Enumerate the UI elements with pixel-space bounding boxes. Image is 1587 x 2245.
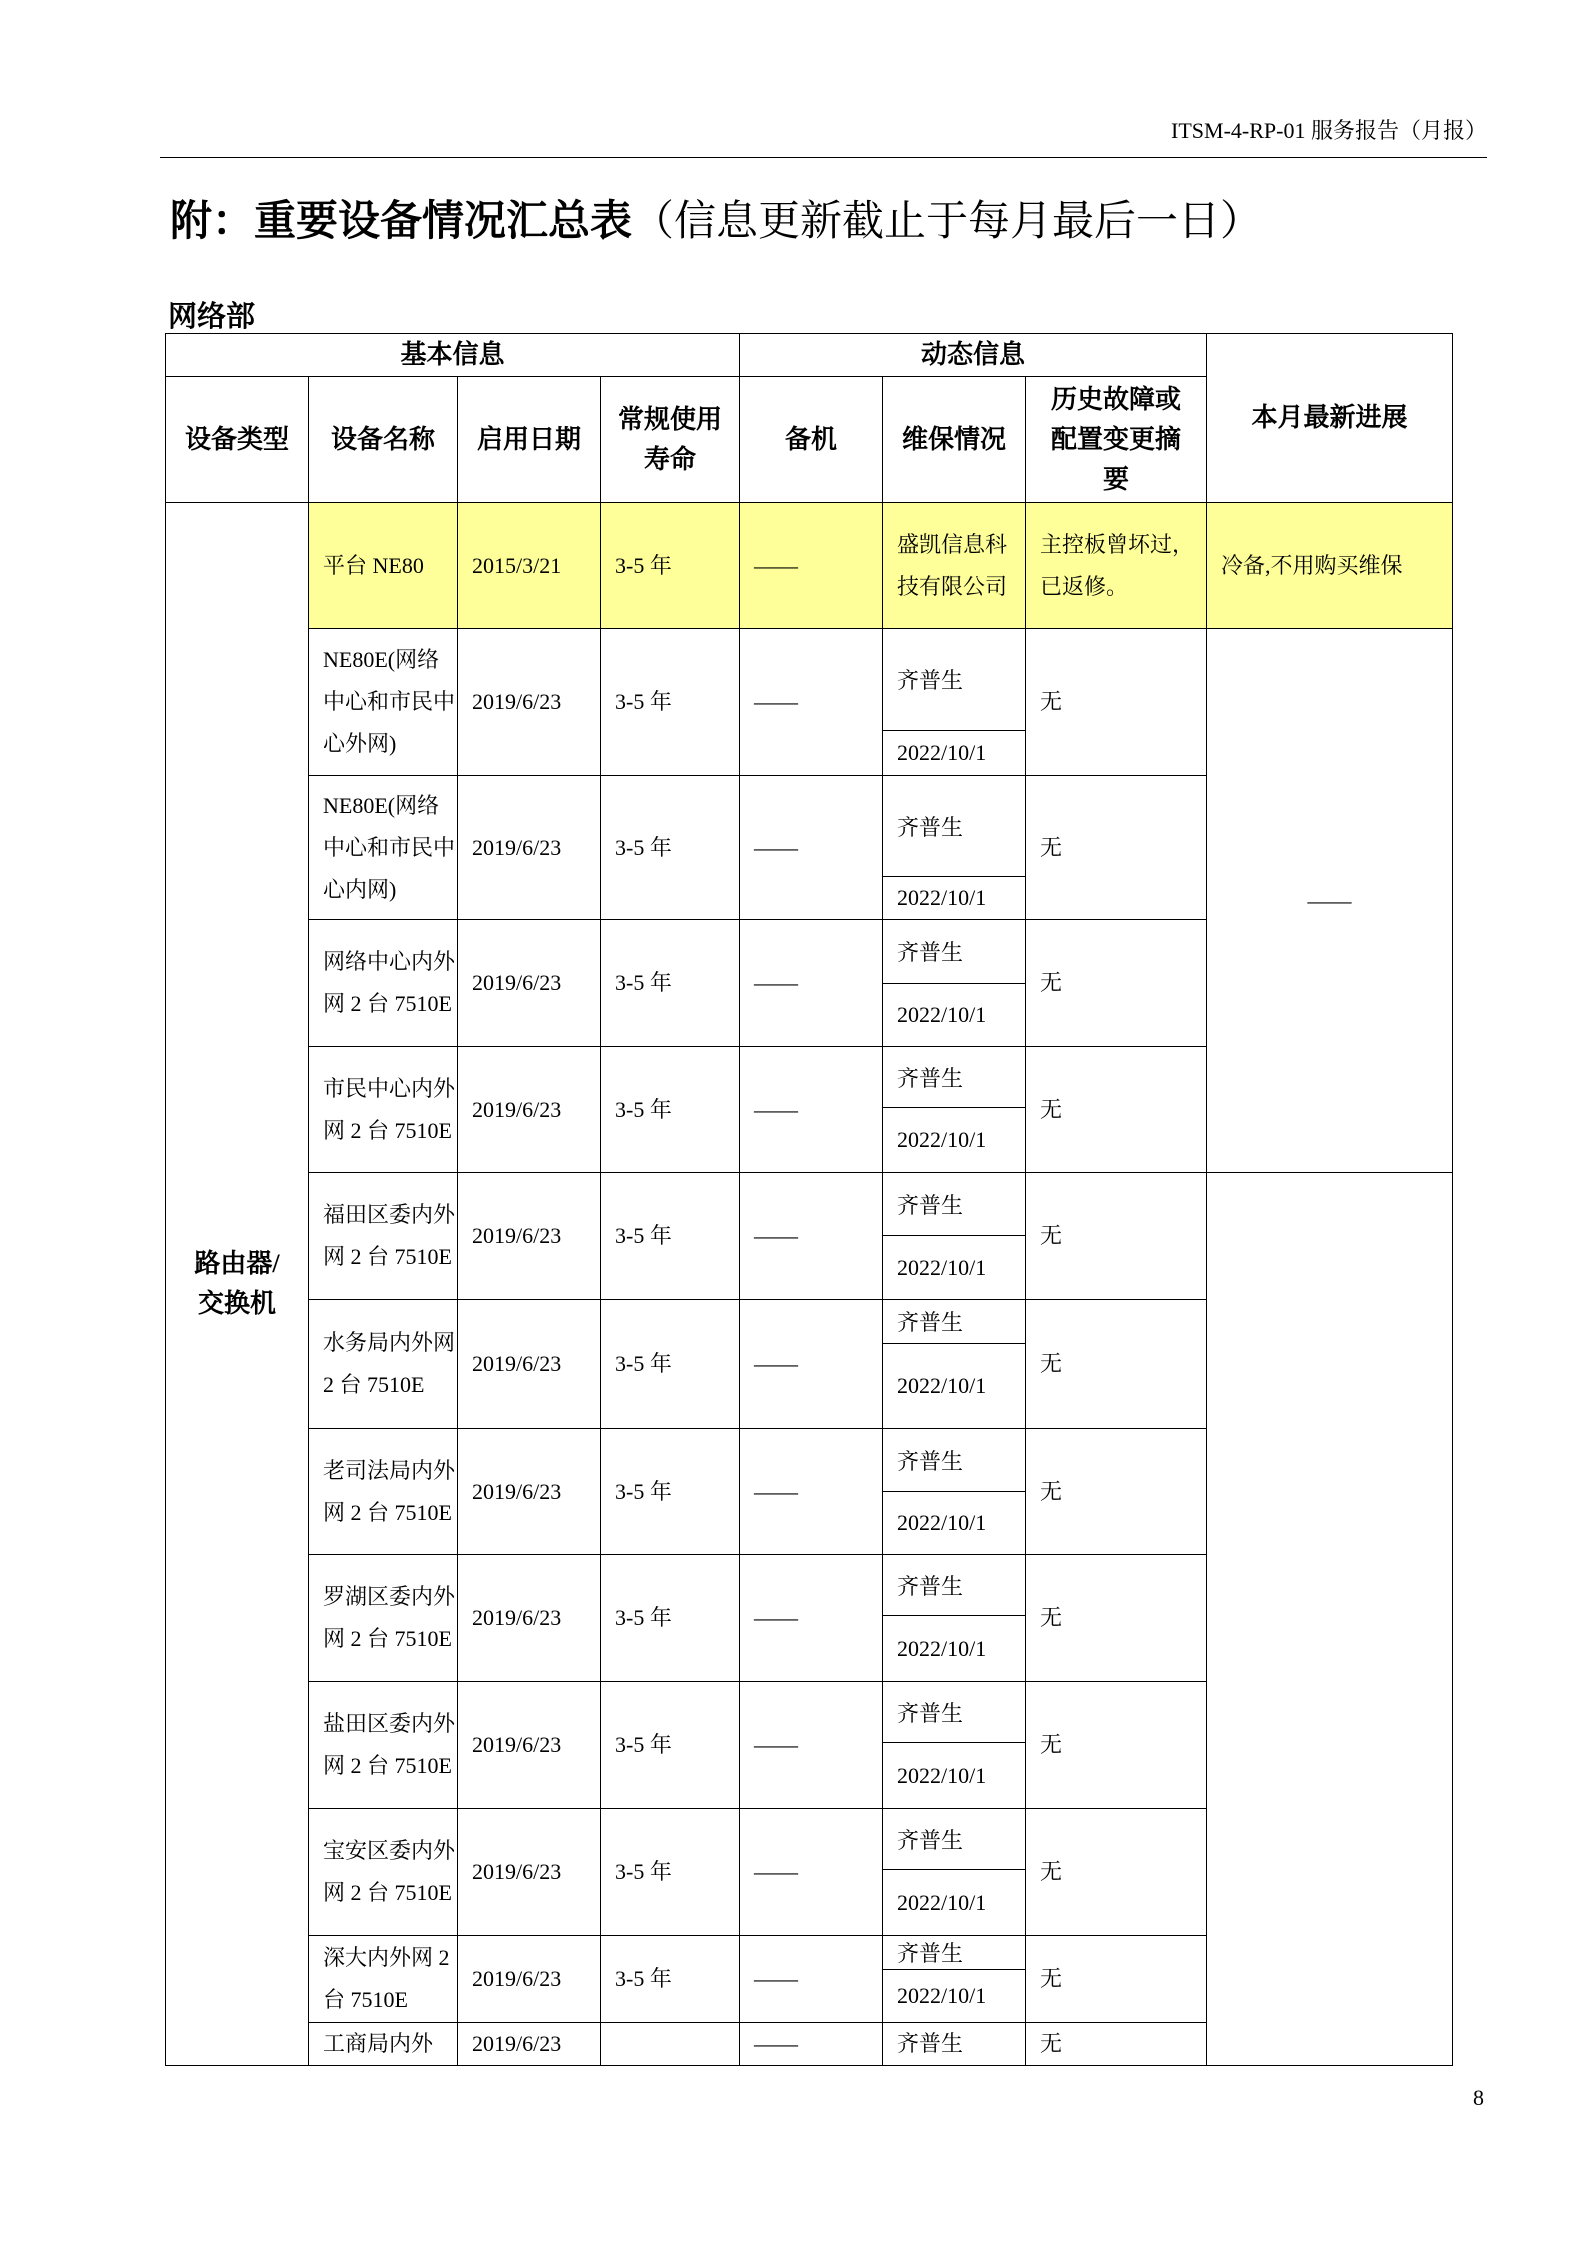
device-name-cell: 宝安区委内外网 2 台 7510E [309, 1809, 458, 1936]
lifespan-cell [601, 2023, 740, 2066]
lifespan-cell: 3-5 年 [601, 1300, 740, 1429]
table-row [166, 1173, 1453, 1300]
start-date-cell: 2019/6/23 [458, 1047, 601, 1173]
history-cell: 无 [1026, 1682, 1207, 1809]
maintenance-vendor: 齐普生 [897, 668, 964, 693]
spare-cell: —— [740, 1047, 883, 1173]
history-cell: 无 [1026, 1555, 1207, 1682]
lifespan-cell: 3-5 年 [601, 629, 740, 776]
start-date-cell: 2019/6/23 [458, 629, 601, 776]
progress-cell: 冷备,不用购买维保 [1207, 503, 1453, 629]
spare-cell: —— [740, 1936, 883, 2023]
device-name-cell: 罗湖区委内外网 2 台 7510E [309, 1555, 458, 1682]
maintenance-expiry: 2022/10/1 [883, 1343, 1025, 1428]
start-date-cell: 2019/6/23 [458, 776, 601, 920]
maintenance-expiry: 2022/10/1 [883, 1235, 1025, 1299]
device-name-cell: 市民中心内外网 2 台 7510E [309, 1047, 458, 1173]
history-cell: 无 [1026, 920, 1207, 1047]
group-basic-header: 基本信息 [166, 334, 740, 377]
start-date-cell: 2019/6/23 [458, 920, 601, 1047]
spare-cell: —— [740, 1555, 883, 1682]
maintenance-cell [883, 1429, 1026, 1555]
title-sub: （信息更新截止于每月最后一日） [632, 199, 1263, 245]
maintenance-vendor: 齐普生 [897, 1941, 964, 1966]
group-dynamic-header: 动态信息 [740, 334, 1207, 377]
table-row [166, 503, 1453, 629]
header-divider [160, 157, 1487, 158]
start-date-cell: 2019/6/23 [458, 1429, 601, 1555]
col-header-type: 设备类型 [166, 377, 309, 503]
maintenance-cell: 齐普生 [883, 2023, 1026, 2066]
start-date-cell: 2019/6/23 [458, 1173, 601, 1300]
spare-cell: —— [740, 1682, 883, 1809]
history-cell: 无 [1026, 1047, 1207, 1173]
table-row [166, 629, 1453, 776]
lifespan-cell: 3-5 年 [601, 503, 740, 629]
history-cell: 无 [1026, 629, 1207, 776]
spare-cell: —— [740, 1173, 883, 1300]
col-header-progress: 本月最新进展 [1207, 334, 1453, 503]
maintenance-cell [883, 1809, 1026, 1936]
maintenance-expiry: 2022/10/1 [883, 1107, 1025, 1172]
spare-cell: —— [740, 1300, 883, 1429]
spare-cell: —— [740, 776, 883, 920]
history-cell: 无 [1026, 1300, 1207, 1429]
lifespan-cell: 3-5 年 [601, 1047, 740, 1173]
start-date-cell: 2019/6/23 [458, 1809, 601, 1936]
device-name-cell: 福田区委内外网 2 台 7510E [309, 1173, 458, 1300]
maintenance-expiry: 2022/10/1 [883, 1969, 1025, 2022]
maintenance-vendor: 齐普生 [897, 940, 964, 965]
col-header-maintenance: 维保情况 [883, 377, 1026, 503]
start-date-cell: 2019/6/23 [458, 2023, 601, 2066]
start-date-cell: 2019/6/23 [458, 1300, 601, 1429]
maintenance-vendor: 齐普生 [897, 1573, 964, 1599]
maintenance-expiry: 2022/10/1 [883, 1742, 1025, 1808]
maintenance-cell [883, 1300, 1026, 1429]
history-cell: 无 [1026, 1429, 1207, 1555]
lifespan-cell: 3-5 年 [601, 1682, 740, 1809]
title-main: 附：重要设备情况汇总表 [170, 199, 633, 245]
col-header-history: 历史故障或配置变更摘要 [1026, 377, 1207, 503]
page-number: 8 [1473, 2085, 1484, 2110]
maintenance-cell: 盛凯信息科技有限公司 [883, 503, 1026, 629]
maintenance-cell [883, 1682, 1026, 1809]
lifespan-cell: 3-5 年 [601, 920, 740, 1047]
history-cell: 无 [1026, 776, 1207, 920]
device-name-cell: 深大内外网 2 台 7510E [309, 1936, 458, 2023]
maintenance-vendor: 齐普生 [897, 1827, 964, 1853]
lifespan-cell: 3-5 年 [601, 1809, 740, 1936]
equipment-table [165, 333, 1453, 2066]
maintenance-vendor: 齐普生 [897, 1192, 964, 1218]
lifespan-cell: 3-5 年 [601, 776, 740, 920]
device-name-cell: 盐田区委内外网 2 台 7510E [309, 1682, 458, 1809]
device-name-cell: 网络中心内外网 2 台 7510E [309, 920, 458, 1047]
history-cell: 无 [1026, 1173, 1207, 1300]
history-cell: 无 [1026, 2023, 1207, 2066]
maintenance-cell [883, 1555, 1026, 1682]
maintenance-vendor: 齐普生 [897, 814, 964, 840]
maintenance-cell [883, 776, 1026, 920]
col-header-date: 启用日期 [458, 377, 601, 503]
history-cell: 无 [1026, 1809, 1207, 1936]
maintenance-expiry: 2022/10/1 [883, 983, 1025, 1046]
spare-cell: —— [740, 2023, 883, 2066]
device-name-cell: NE80E(网络中心和市民中心外网) [309, 629, 458, 776]
lifespan-cell: 3-5 年 [601, 1429, 740, 1555]
maintenance-expiry: 2022/10/1 [883, 1491, 1025, 1554]
device-name-cell: NE80E(网络中心和市民中心内网) [309, 776, 458, 920]
lifespan-cell: 3-5 年 [601, 1936, 740, 2023]
department-heading: 网络部 [168, 301, 256, 333]
start-date-cell: 2019/6/23 [458, 1936, 601, 2023]
col-header-spare: 备机 [740, 377, 883, 503]
history-cell: 主控板曾坏过，已返修。 [1026, 503, 1207, 629]
col-header-name: 设备名称 [309, 377, 458, 503]
maintenance-expiry: 2022/10/1 [883, 1869, 1025, 1935]
lifespan-cell: 3-5 年 [601, 1555, 740, 1682]
maintenance-cell [883, 629, 1026, 776]
maintenance-cell [883, 1047, 1026, 1173]
spare-cell: —— [740, 629, 883, 776]
progress-merged-cell [1207, 1173, 1453, 2066]
spare-cell: —— [740, 1429, 883, 1555]
maintenance-vendor: 齐普生 [897, 1700, 964, 1726]
spare-cell: —— [740, 1809, 883, 1936]
device-name-cell: 水务局内外网 2 台 7510E [309, 1300, 458, 1429]
maintenance-expiry: 2022/10/1 [883, 876, 1025, 919]
start-date-cell: 2015/3/21 [458, 503, 601, 629]
lifespan-cell: 3-5 年 [601, 1173, 740, 1300]
device-name-cell: 平台 NE80 [309, 503, 458, 629]
device-name-cell: 老司法局内外网 2 台 7510E [309, 1429, 458, 1555]
maintenance-vendor: 齐普生 [897, 1310, 964, 1335]
spare-cell: —— [740, 503, 883, 629]
maintenance-cell [883, 1173, 1026, 1300]
col-header-life: 常规使用寿命 [601, 377, 740, 503]
maintenance-vendor: 齐普生 [897, 1448, 964, 1474]
spare-cell: —— [740, 920, 883, 1047]
maintenance-cell [883, 1936, 1026, 2023]
maintenance-expiry: 2022/10/1 [883, 1615, 1025, 1681]
page-title [170, 188, 1262, 248]
maintenance-cell [883, 920, 1026, 1047]
device-name-cell: 工商局内外 [309, 2023, 458, 2066]
progress-merged-cell: —— [1207, 629, 1453, 1173]
history-cell: 无 [1026, 1936, 1207, 2023]
maintenance-expiry: 2022/10/1 [883, 730, 1025, 775]
device-type-cell: 路由器/交换机 [166, 503, 309, 2066]
maintenance-vendor: 齐普生 [897, 1065, 964, 1091]
running-header: ITSM-4-RP-01 服务报告（月报） [1171, 118, 1487, 143]
start-date-cell: 2019/6/23 [458, 1555, 601, 1682]
start-date-cell: 2019/6/23 [458, 1682, 601, 1809]
